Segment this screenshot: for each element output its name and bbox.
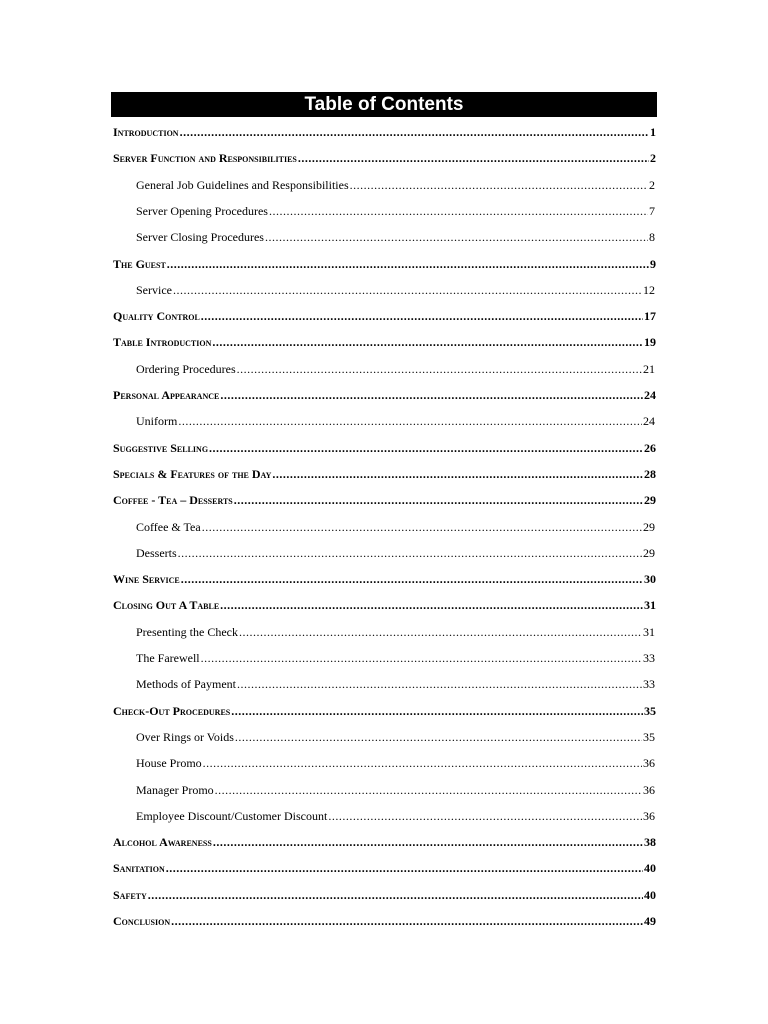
dot-leader xyxy=(178,412,642,430)
toc-title: Table of Contents xyxy=(111,92,657,117)
toc-entry-label: Specials & Features of the Day xyxy=(113,466,272,481)
dot-leader xyxy=(234,491,643,509)
toc-entry-label: Alcohol Awareness xyxy=(113,835,212,850)
toc-entry-label: Ordering Procedures xyxy=(136,361,236,376)
toc-entry[interactable] xyxy=(113,596,656,614)
toc-entry-label: Coffee - Tea – Desserts xyxy=(113,493,233,508)
dot-leader xyxy=(265,228,648,246)
toc-entry-label: Server Function and Responsibilities xyxy=(113,151,297,166)
toc-entry[interactable] xyxy=(136,176,655,194)
dot-leader xyxy=(180,123,649,141)
toc-entry-page-number: 33 xyxy=(643,677,655,692)
toc-entry-page-number: 2 xyxy=(650,151,656,166)
toc-entry[interactable] xyxy=(113,702,656,720)
toc-entry-label: Suggestive Selling xyxy=(113,440,209,455)
toc-entry[interactable] xyxy=(113,859,656,877)
toc-entry-page-number: 49 xyxy=(644,914,656,928)
toc-entry-page-number: 29 xyxy=(644,493,656,508)
toc-entry-label: Closing Out A Table xyxy=(113,598,220,613)
dot-leader xyxy=(213,833,643,851)
toc-entry-label: Manager Promo xyxy=(136,782,214,797)
toc-entry[interactable] xyxy=(136,649,655,667)
dot-leader xyxy=(201,649,642,667)
toc-entry-label: House Promo xyxy=(136,756,202,771)
toc-entry-label: Over Rings or Voids xyxy=(136,729,234,744)
dot-leader xyxy=(220,386,643,404)
toc-entry[interactable] xyxy=(113,886,656,904)
toc-entry[interactable] xyxy=(113,149,656,167)
toc-entry[interactable] xyxy=(136,202,655,220)
toc-entry-page-number: 17 xyxy=(644,309,656,324)
toc-entry-label: Conclusion xyxy=(113,914,171,928)
toc-entry[interactable] xyxy=(136,754,655,772)
toc-entry-label: Employee Discount/Customer Discount xyxy=(136,808,328,823)
toc-entry-page-number: 31 xyxy=(643,624,655,639)
toc-entry[interactable] xyxy=(136,807,655,825)
toc-entry[interactable] xyxy=(113,439,656,457)
toc-entry-page-number: 1 xyxy=(650,125,656,139)
toc-entry-page-number: 35 xyxy=(644,703,656,718)
toc-entry-label: The Guest xyxy=(113,256,166,271)
dot-leader xyxy=(212,333,643,351)
toc-entry-label: Uniform xyxy=(136,414,178,429)
toc-entry-label: Safety xyxy=(113,887,147,902)
toc-entry[interactable] xyxy=(113,833,656,851)
toc-entry[interactable] xyxy=(136,360,655,378)
toc-entry-label: Check-Out Procedures xyxy=(113,703,231,718)
toc-entry-page-number: 8 xyxy=(649,230,655,245)
toc-entry-page-number: 29 xyxy=(643,545,655,560)
toc-entry[interactable] xyxy=(113,333,656,351)
toc-entry[interactable] xyxy=(136,675,655,693)
toc-entry[interactable] xyxy=(113,255,656,273)
toc-entry[interactable] xyxy=(136,281,655,299)
toc-entry-label: Personal Appearance xyxy=(113,388,220,402)
toc-entry[interactable] xyxy=(113,912,656,930)
toc-entry-page-number: 2 xyxy=(649,177,655,192)
toc-entry-label: Service xyxy=(136,282,172,297)
toc-entry-label: Introduction xyxy=(113,125,179,139)
dot-leader xyxy=(231,702,643,720)
toc-entry[interactable] xyxy=(136,728,655,746)
toc-entry-page-number: 24 xyxy=(644,388,656,402)
dot-leader xyxy=(171,912,643,930)
dot-leader xyxy=(178,544,642,562)
toc-entry-page-number: 19 xyxy=(644,335,656,350)
toc-entry-label: Desserts xyxy=(136,545,177,560)
toc-entry-page-number: 40 xyxy=(644,861,656,876)
toc-entry-label: The Farewell xyxy=(136,651,200,665)
dot-leader xyxy=(237,675,642,693)
dot-leader xyxy=(298,149,649,167)
toc-entry-page-number: 38 xyxy=(644,835,656,850)
toc-entry[interactable] xyxy=(136,623,655,641)
toc-entry-page-number: 12 xyxy=(643,282,655,297)
toc-entry-page-number: 24 xyxy=(643,414,655,429)
toc-entry-page-number: 30 xyxy=(644,572,656,587)
dot-leader xyxy=(272,465,643,483)
toc-entry-label: Table Introduction xyxy=(113,335,212,350)
toc-entry-page-number: 9 xyxy=(650,256,656,271)
toc-entry-label: Presenting the Check xyxy=(136,624,238,639)
toc-entry-label: Sanitation xyxy=(113,861,165,876)
dot-leader xyxy=(203,754,642,772)
dot-leader xyxy=(166,859,643,877)
toc-entry-page-number: 29 xyxy=(643,519,655,534)
dot-leader xyxy=(350,176,648,194)
dot-leader xyxy=(201,307,643,325)
dot-leader xyxy=(148,886,643,904)
toc-entry-label: Methods of Payment xyxy=(136,677,236,692)
dot-leader xyxy=(269,202,648,220)
toc-entry-label: Wine Service xyxy=(113,572,180,587)
dot-leader xyxy=(328,807,642,825)
dot-leader xyxy=(239,623,642,641)
dot-leader xyxy=(202,518,642,536)
toc-entry[interactable] xyxy=(113,123,656,141)
toc-entry-page-number: 31 xyxy=(644,598,656,613)
toc-entry-label: Quality Control xyxy=(113,309,200,324)
dot-leader xyxy=(215,781,642,799)
toc-entry-page-number: 26 xyxy=(644,440,656,455)
toc-entry[interactable] xyxy=(113,570,656,588)
toc-entry[interactable] xyxy=(136,412,655,430)
toc-entry-page-number: 36 xyxy=(643,808,655,823)
toc-entry-page-number: 36 xyxy=(643,756,655,771)
toc-entry[interactable] xyxy=(113,307,656,325)
dot-leader xyxy=(173,281,642,299)
toc-entry-page-number: 33 xyxy=(643,651,655,665)
toc-entry-page-number: 36 xyxy=(643,782,655,797)
toc-entry-page-number: 28 xyxy=(644,466,656,481)
toc-entry[interactable] xyxy=(113,491,656,509)
toc-entry[interactable] xyxy=(136,781,655,799)
toc-entry-page-number: 21 xyxy=(643,361,655,376)
toc-entry[interactable] xyxy=(113,465,656,483)
toc-entry-label: Server Closing Procedures xyxy=(136,230,264,245)
toc-entry-page-number: 40 xyxy=(644,887,656,902)
dot-leader xyxy=(167,255,649,273)
dot-leader xyxy=(237,360,642,378)
toc-entry[interactable] xyxy=(136,518,655,536)
toc-entry[interactable] xyxy=(113,386,656,404)
toc-entry-label: Server Opening Procedures xyxy=(136,203,268,218)
dot-leader xyxy=(220,596,643,614)
toc-entry-page-number: 35 xyxy=(643,729,655,744)
toc-entry-label: Coffee & Tea xyxy=(136,519,201,534)
dot-leader xyxy=(235,728,642,746)
dot-leader xyxy=(181,570,643,588)
toc-entry-label: General Job Guidelines and Responsibilities xyxy=(136,177,349,192)
toc-entry[interactable] xyxy=(136,228,655,246)
dot-leader xyxy=(209,439,643,457)
toc-entry-page-number: 7 xyxy=(649,203,655,218)
toc-entry[interactable] xyxy=(136,544,655,562)
